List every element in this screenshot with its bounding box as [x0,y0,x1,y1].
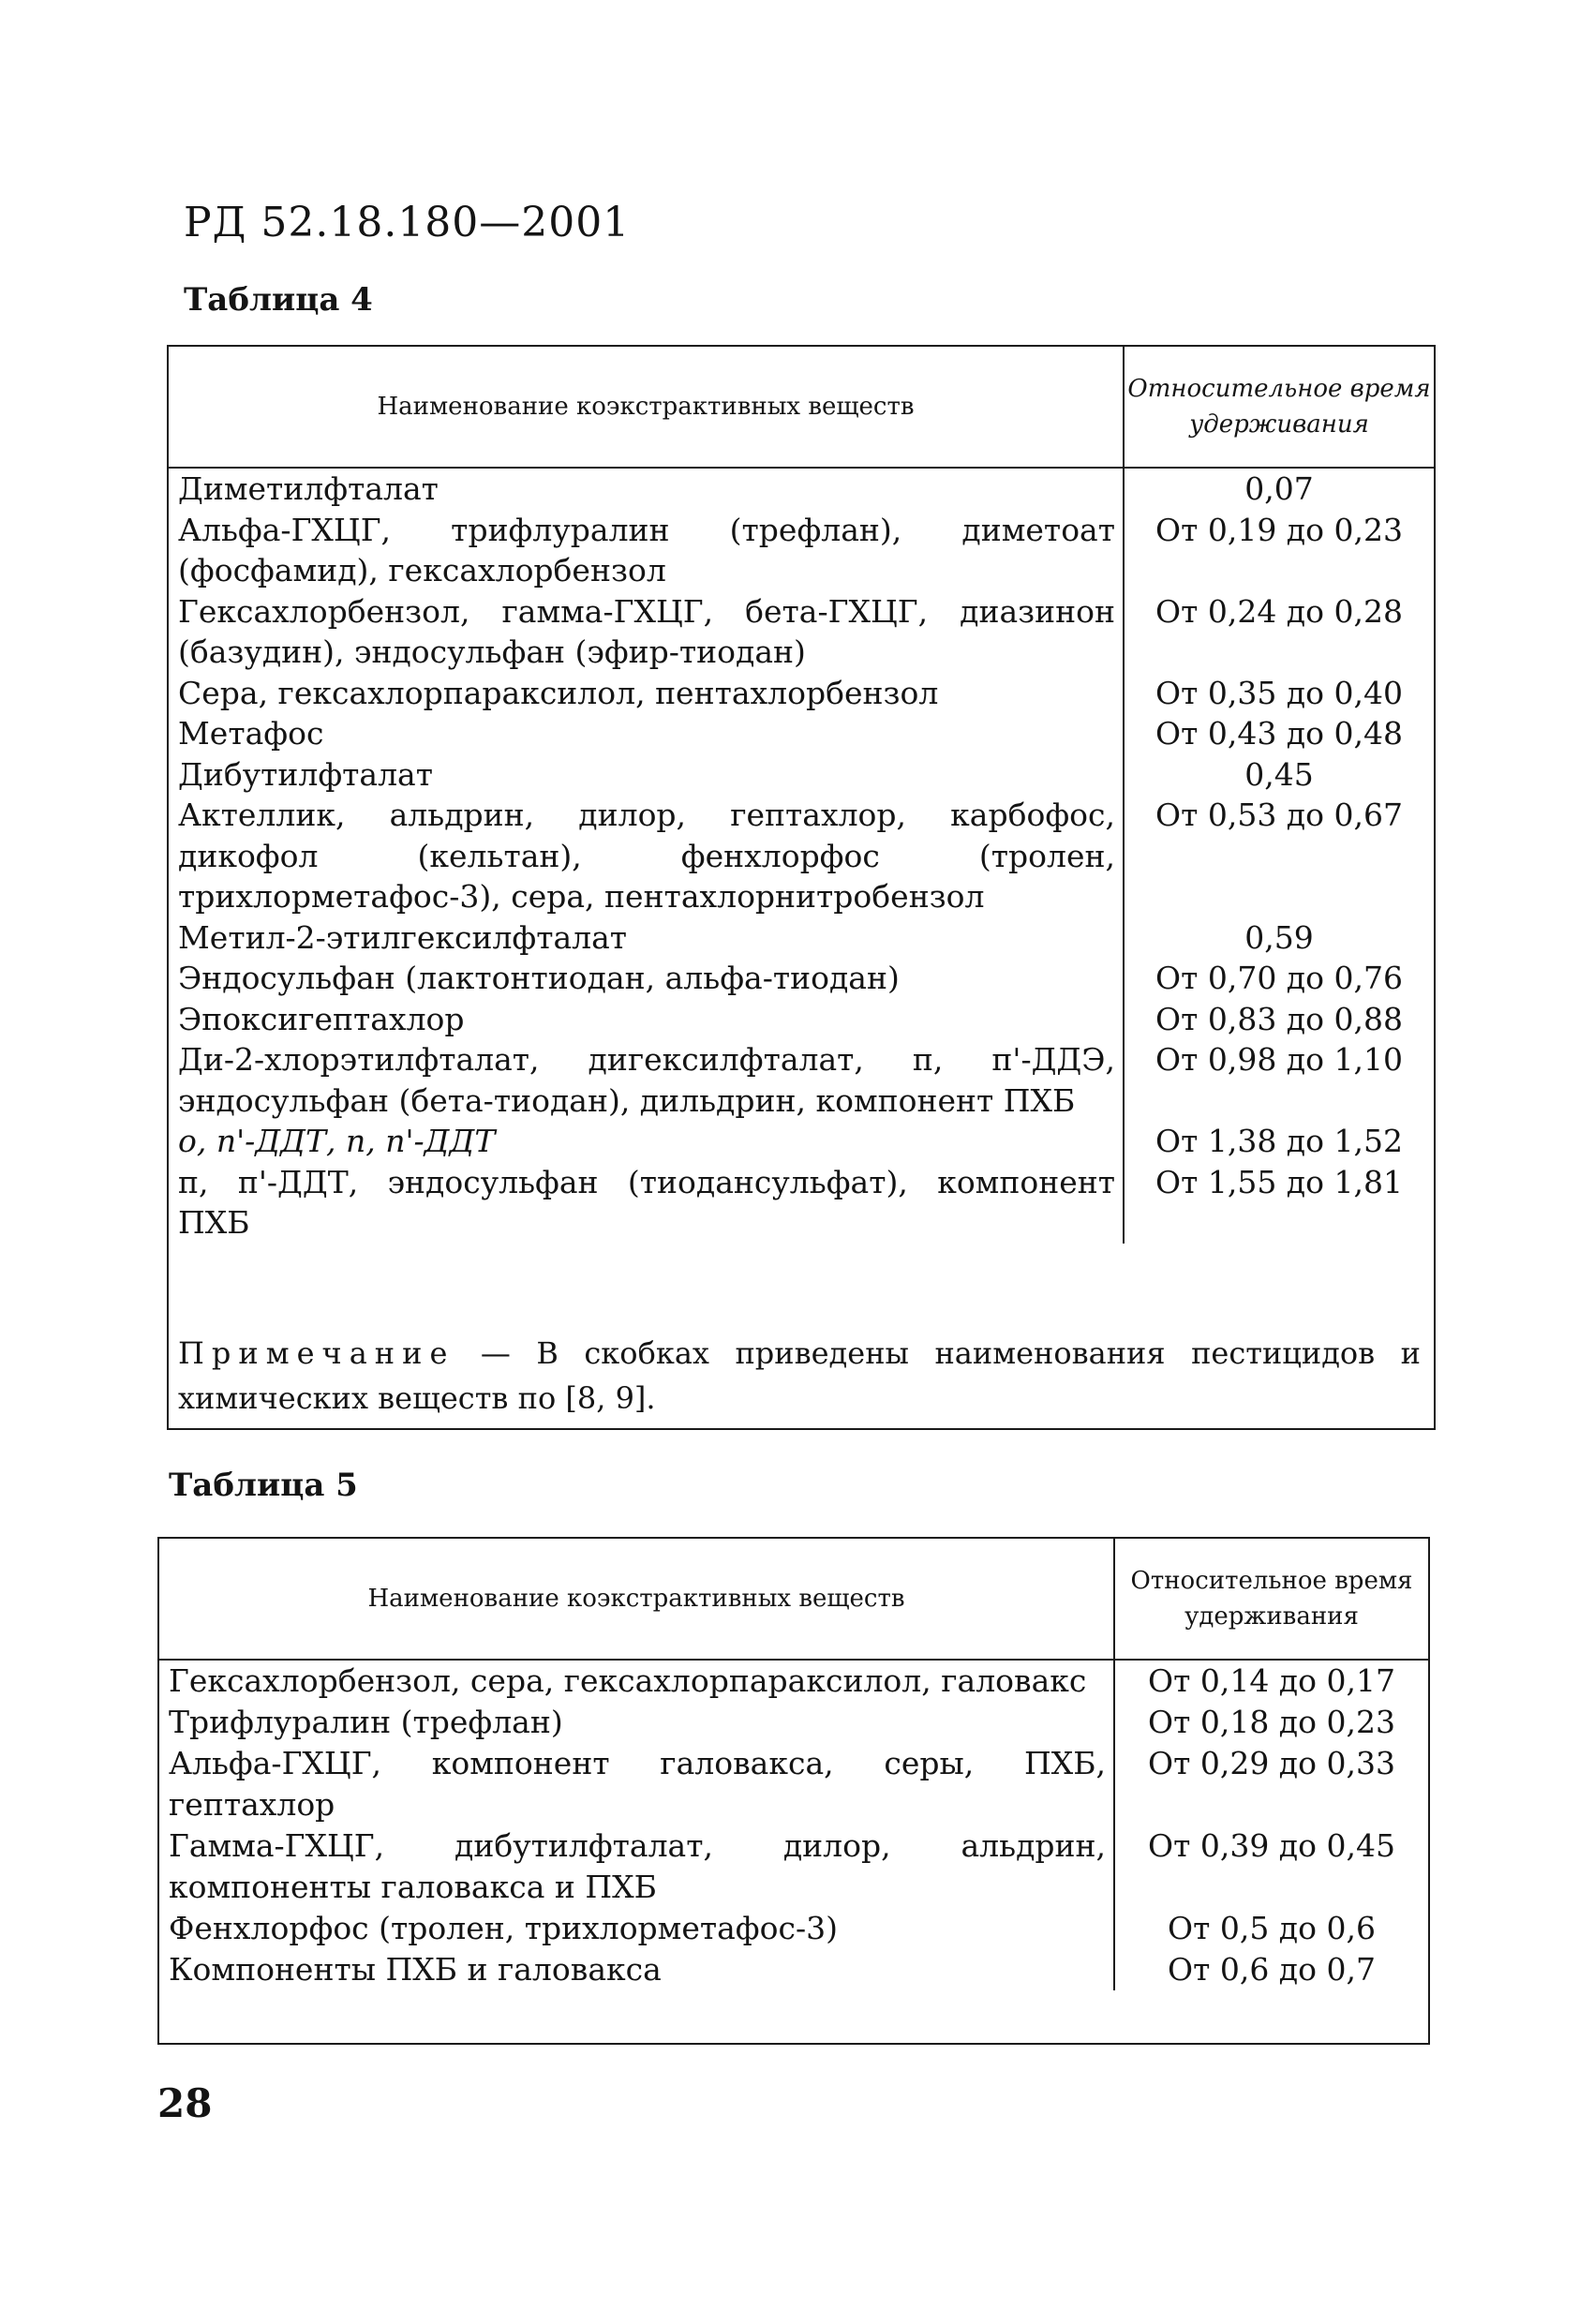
table-row [159,1702,1428,1743]
table-row [169,713,1434,754]
table-5 [157,1537,1430,2045]
table-4-caption: Таблица 4 [184,281,373,319]
table-5-header [159,1539,1428,1661]
retention-time: От 1,38 до 1,52 [1155,1123,1403,1159]
retention-time: От 0,53 до 0,67 [1155,797,1403,833]
column-header-retention-time: Относительное время удерживания [1127,375,1431,439]
table-row [169,958,1434,999]
substance-name: Альфа-ГХЦГ, компонент галовакса, серы, ПХБ, гептахлор [159,1743,1115,1825]
substance-name: п, п'-ДДТ, эндосульфан (тиодансульфат), компонент ПХБ [169,1162,1125,1244]
table-row [159,1661,1428,1702]
substance-name: Фенхлорфос (тролен, трихлорметафос-3) [159,1908,1115,1949]
table-row [169,754,1434,796]
retention-time: От 0,29 до 0,33 [1148,1745,1395,1781]
column-header-name: Наименование коэкстрактивных веществ [159,1539,1115,1659]
retention-time: От 0,35 до 0,40 [1155,674,1403,711]
column-header-retention-time: Относительное время удерживания [1130,1567,1413,1631]
retention-time: От 0,98 до 1,10 [1155,1041,1403,1078]
substance-name: Диметилфталат [169,469,1125,510]
retention-time: 0,45 [1244,755,1314,793]
table-4-note [178,1331,1421,1421]
retention-time: От 0,6 до 0,7 [1168,1951,1376,1988]
table-row [169,673,1434,714]
retention-time: От 0,18 до 0,23 [1148,1704,1395,1740]
substance-name: Метафос [169,713,1125,754]
note-label: Примечание [178,1335,455,1371]
retention-time: От 0,39 до 0,45 [1148,1827,1395,1864]
table-row [159,1908,1428,1949]
substance-name: Гамма-ГХЦГ, дибутилфталат, дилор, альдрин, компоненты галовакса и ПХБ [159,1825,1115,1908]
table-4-header [169,347,1434,469]
table-row [169,795,1434,917]
substance-name: Актеллик, альдрин, дилор, гептахлор, карбофос, дикофол (кельтан), фенхлорфос (тролен, трихлорметафос-3), сера, пентахлорнитробензол [169,795,1125,917]
substance-name: Ди-2-хлорэтилфталат, дигексилфталат, п, п'-ДДЭ, эндосульфан (бета-тиодан), дильдрин, компонент ПХБ [169,1039,1125,1121]
substance-name: Гексахлорбензол, сера, гексахлорпараксилол, галовакс [159,1661,1115,1702]
table-row [169,510,1434,591]
table-row [169,999,1434,1040]
page-number: 28 [157,2080,213,2126]
retention-time: 0,07 [1244,470,1314,507]
retention-time: От 0,19 до 0,23 [1155,511,1403,548]
substance-name: Гексахлорбензол, гамма-ГХЦГ, бета-ГХЦГ, диазинон (базудин), эндосульфан (эфир-тиодан) [169,591,1125,673]
substance-name: Компоненты ПХБ и галовакса [159,1949,1115,1990]
document-code: РД 52.18.180—2001 [184,199,631,246]
substance-name: Эндосульфан (лактонтиодан, альфа-тиодан) [169,958,1125,999]
table-row [169,1121,1434,1162]
substance-name: Сера, гексахлорпараксилол, пентахлорбензол [169,673,1125,714]
substance-name: Эпоксигептахлор [169,999,1125,1040]
retention-time: От 0,70 до 0,76 [1155,960,1403,996]
substance-name: Дибутилфталат [169,754,1125,796]
table-row [169,1162,1434,1244]
note-text: — В скобках приведены наименования пестицидов и химических веществ по [8, 9]. [178,1335,1422,1416]
retention-time: От 0,14 до 0,17 [1148,1662,1395,1699]
table-row [159,1825,1428,1908]
column-header-name: Наименование коэкстрактивных веществ [169,347,1125,467]
retention-time: 0,59 [1244,918,1314,956]
table-row [169,469,1434,510]
table-row [169,591,1434,673]
retention-time: От 0,24 до 0,28 [1155,592,1403,630]
retention-time: От 1,55 до 1,81 [1155,1163,1403,1200]
table-5-caption: Таблица 5 [169,1467,358,1504]
retention-time: От 0,83 до 0,88 [1155,1000,1403,1037]
table-row [169,917,1434,959]
table-row [159,1949,1428,1990]
substance-name: о, п'-ДДТ, п, п'-ДДТ [169,1121,1125,1162]
table-row [169,1039,1434,1121]
table-4 [167,345,1436,1430]
substance-name: Альфа-ГХЦГ, трифлуралин (трефлан), диметоат (фосфамид), гексахлорбензол [169,510,1125,591]
table-4-body [169,469,1434,1244]
substance-name: Трифлуралин (трефлан) [159,1702,1115,1743]
retention-time: От 0,5 до 0,6 [1168,1910,1376,1946]
table-5-body [159,1661,1428,1990]
table-row [159,1743,1428,1825]
retention-time: От 0,43 до 0,48 [1155,715,1403,752]
substance-name: Метил-2-этилгексилфталат [169,917,1125,959]
